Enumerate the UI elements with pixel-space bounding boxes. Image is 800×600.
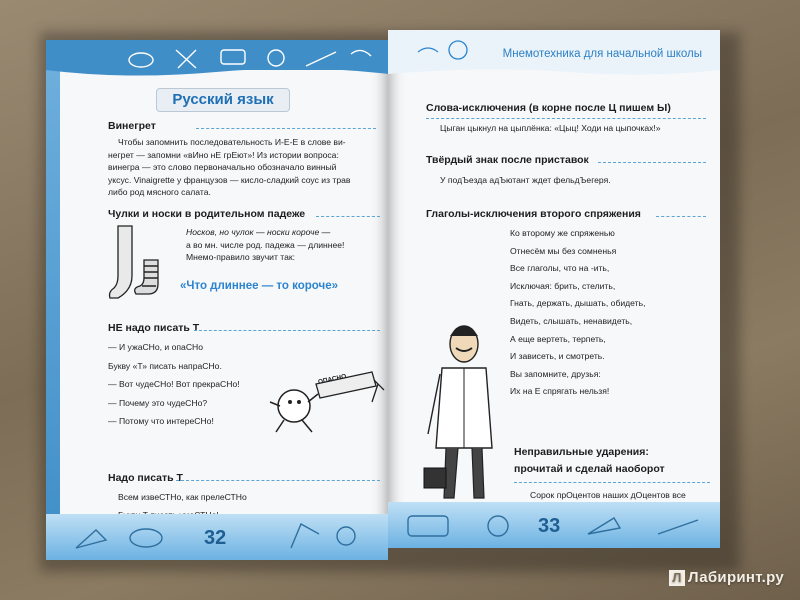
glagoly-line-6: Видеть, слышать, ненавидеть, xyxy=(510,315,633,326)
heading-tverdy-znak: Твёрдый знак после приставок xyxy=(426,154,589,166)
running-letter-t-illustration xyxy=(268,362,388,434)
udareniya-line-1: Сорок прОцентов наших дОцентов все xyxy=(530,490,686,500)
rule xyxy=(316,216,380,217)
glagoly-line-1: Ко второму же спряженью xyxy=(510,228,615,238)
left-page-side-stripe xyxy=(46,40,60,560)
heading-nado: Надо писать Т xyxy=(108,472,183,484)
glagoly-poem xyxy=(510,226,710,400)
heading-vinegret: Винегрет xyxy=(108,120,156,132)
rule xyxy=(598,162,706,163)
ne-nado-text xyxy=(108,340,258,429)
right-page xyxy=(388,30,720,548)
heading-chulki: Чулки и носки в родительном падеже xyxy=(108,208,306,220)
glagoly-line-7: А еще вертеть, терпеть, xyxy=(510,333,606,344)
left-page-footer xyxy=(46,514,388,560)
glagoly-line-9: Вы запомните, друзья: xyxy=(510,368,601,379)
glagoly-line-8: И зависеть, и смотреть. xyxy=(510,351,605,362)
left-page xyxy=(46,40,388,560)
glagoly-line-5: Гнать, держать, дышать, обидеть, xyxy=(510,298,646,309)
heading-glagoly: Глаголы-исключения второго спряжения xyxy=(426,208,641,220)
vinegret-text xyxy=(108,136,386,199)
heading-udareniya xyxy=(514,446,665,475)
slogan: «Что длиннее — то короче» xyxy=(180,280,338,292)
rule xyxy=(176,480,380,481)
ne-nado-line-5: — Потому что интереСНо! xyxy=(108,416,214,426)
ne-nado-line-4: — Почему это чудеСНо? xyxy=(108,397,208,408)
rule xyxy=(196,128,376,129)
rule xyxy=(426,118,706,119)
heading-slova-isklyucheniya: Слова-исключения (в корне после Ц пишем Ы) xyxy=(426,102,671,114)
rule xyxy=(656,216,706,217)
vinegret-line-2: негрет — запомни «вИно нЕ грЕют»! Из истории вопроса: xyxy=(108,149,339,160)
rule xyxy=(194,330,380,331)
labirint-logo-icon: Л xyxy=(669,570,685,586)
chulki-line-2: а во мн. числе род. падежа — длиннее! xyxy=(186,239,345,250)
glagoly-line-10: Их на Е спрягать нельзя! xyxy=(510,386,610,397)
tverdy-line: У подЪезда адЪютант ждет фельдЪегеря. xyxy=(440,175,611,185)
right-page-footer xyxy=(388,502,720,548)
vinegret-line-4: уксус. Vinaigrette у французов — кисло-сладкий соус из трав xyxy=(108,174,351,185)
opasno-sign-text: ОПАСНО xyxy=(317,373,347,386)
stockings-socks-icon xyxy=(104,224,174,306)
rule xyxy=(514,482,710,483)
vinegret-line-1: Чтобы запомнить последовательность И-Е-Е в слове ви- xyxy=(118,137,346,147)
glagoly-line-4: Исключая: брить, стелить, xyxy=(510,280,616,291)
left-page-header xyxy=(46,40,388,86)
page-number-left: 32 xyxy=(204,527,227,549)
heading-ne-nado: НЕ надо писать Т xyxy=(108,322,200,334)
teacher-with-briefcase-illustration xyxy=(422,318,508,518)
header-doodles xyxy=(46,40,388,86)
slova-line: Цыган цыкнул на цыплёнка: «Цыц! Ходи на цыпочках!» xyxy=(440,123,661,133)
nado-line-1: Всем извеСТНо, как прелеСТНо xyxy=(118,492,247,502)
chulki-line-3: Мнемо-правило звучит так: xyxy=(186,252,296,262)
chulki-line-1: Носков, но чулок — носки короче — xyxy=(186,227,331,237)
page-number-right: 33 xyxy=(538,515,561,537)
right-page-header xyxy=(388,30,720,76)
chulki-text xyxy=(186,226,386,264)
vinegret-line-3: винегра — это слово первоначально обозначало винный xyxy=(108,162,337,172)
labirint-watermark xyxy=(669,569,784,586)
page-title: Русский язык xyxy=(156,88,290,112)
glagoly-line-2: Отнесём мы без сомненья xyxy=(510,245,617,256)
watermark-text: Лабиринт.ру xyxy=(688,569,784,586)
udareniya-heading-line-2: прочитай и сделай наоборот xyxy=(514,463,665,475)
udareniya-heading-line-1: Неправильные ударения: xyxy=(514,446,649,458)
vinegret-line-5: либо род мясного салата. xyxy=(108,187,211,197)
running-head: Мнемотехника для начальной школы xyxy=(502,48,702,60)
ne-nado-line-3: — Вот чудеСНо! Вот прекраСНо! xyxy=(108,379,240,389)
ne-nado-line-2: Букву «Т» писать напраСНо. xyxy=(108,360,222,371)
glagoly-line-3: Все глаголы, что на -ить, xyxy=(510,263,610,274)
ne-nado-line-1: — И ужаСНо, и опаСНо xyxy=(108,342,204,352)
